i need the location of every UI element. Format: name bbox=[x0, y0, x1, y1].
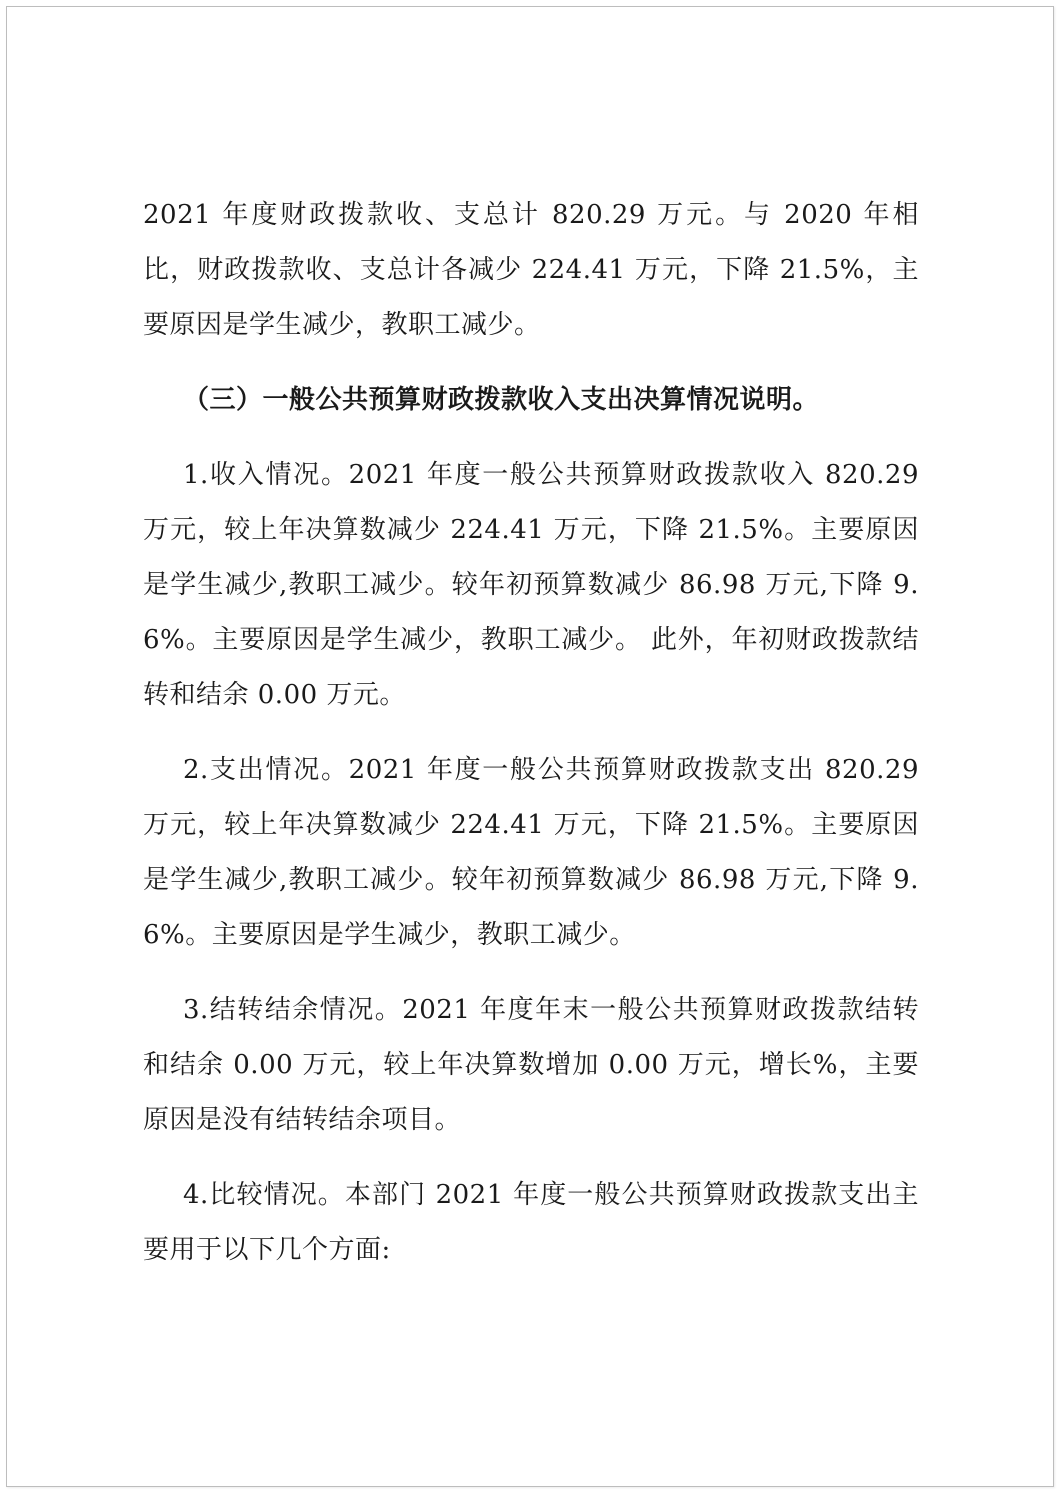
paragraph-expenditure: 2.支出情况。2021 年度一般公共预算财政拨款支出 820.29 万元，较上年决算数减少 224.41 万元，下降 21.5%。主要原因是学生减少,教职工减少。较年初预算数减少 86.98 万元,下降 9.6%。主要原因是学生减少，教职工减少。 bbox=[143, 755, 919, 950]
paragraph-gap bbox=[143, 353, 919, 373]
paragraph-comparison: 4.比较情况。本部门 2021 年度一般公共预算财政拨款支出主要用于以下几个方面: bbox=[143, 1180, 919, 1265]
document-body bbox=[143, 188, 919, 1278]
paragraph-gap bbox=[143, 1148, 919, 1168]
paragraph-carryover: 3.结转结余情况。2021 年度年末一般公共预算财政拨款结转和结余 0.00 万元，较上年决算数增加 0.00 万元，增长%，主要原因是没有结转结余项目。 bbox=[143, 995, 919, 1135]
paragraph-gap bbox=[143, 428, 919, 448]
paragraph-gap bbox=[143, 723, 919, 743]
paragraph-summary: 2021 年度财政拨款收、支总计 820.29 万元。与 2020 年相比，财政拨款收、支总计各减少 224.41 万元，下降 21.5%，主要原因是学生减少，教职工减少。 bbox=[143, 200, 919, 340]
paragraph-income: 1.收入情况。2021 年度一般公共预算财政拨款收入 820.29 万元，较上年决算数减少 224.41 万元，下降 21.5%。主要原因是学生减少,教职工减少。较年初预算数减少 86.98 万元,下降 9.6%。主要原因是学生减少，教职工减少。 此外，年初财政拨款结转和结余 0.00 万元。 bbox=[143, 460, 919, 710]
paragraph-gap bbox=[143, 963, 919, 983]
section-heading: （三）一般公共预算财政拨款收入支出决算情况说明。 bbox=[183, 385, 820, 415]
